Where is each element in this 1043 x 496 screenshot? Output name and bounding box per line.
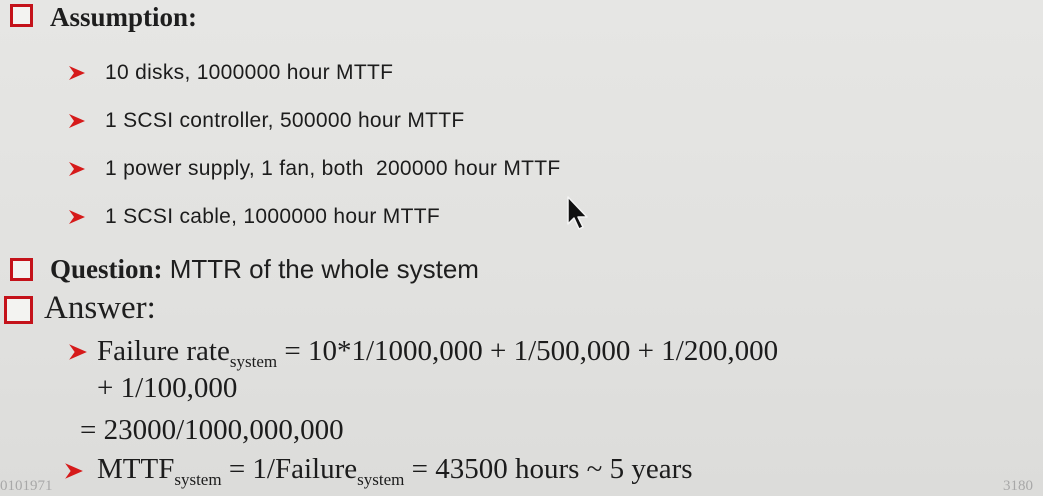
- failure-rate-continuation: + 1/100,000: [97, 372, 238, 404]
- footer-left-number: 0101971: [0, 478, 53, 494]
- mttf-rhs: = 43500 hours ~ 5 years: [404, 453, 693, 485]
- checkbox-bullet-icon: [10, 258, 33, 281]
- failure-rate-lhs: Failure rate: [97, 335, 230, 367]
- checkbox-bullet-icon: [10, 4, 33, 27]
- assumption-item-4: 1 SCSI cable, 1000000 hour MTTF: [105, 205, 440, 228]
- footer-right-number: 3180: [1003, 478, 1033, 494]
- mttf-mid: = 1/Failure: [221, 453, 358, 485]
- question-text: MTTR of the whole system: [162, 254, 479, 284]
- answer-heading: Answer:: [44, 290, 156, 326]
- arrow-bullet-icon: [68, 112, 86, 130]
- failure-rate-rhs: = 10*1/1000,000 + 1/500,000 + 1/200,000: [277, 335, 779, 367]
- question-label: Question:: [50, 254, 163, 284]
- mttf-subscript: system: [174, 470, 222, 489]
- mouse-cursor-icon: [566, 196, 592, 232]
- mttf-mid-subscript: system: [357, 470, 405, 489]
- assumption-item-1: 10 disks, 1000000 hour MTTF: [105, 61, 394, 84]
- failure-rate-subscript: system: [229, 352, 278, 371]
- assumption-heading: Assumption:: [50, 2, 198, 32]
- mttf-lhs: MTTF: [97, 453, 175, 485]
- failure-rate-result: = 23000/1000,000,000: [80, 414, 344, 446]
- arrow-bullet-icon: [64, 461, 84, 481]
- assumption-item-2: 1 SCSI controller, 500000 hour MTTF: [105, 109, 465, 132]
- mttf-equation: [97, 452, 693, 489]
- arrow-bullet-icon: [68, 64, 86, 82]
- arrow-bullet-icon: [68, 342, 88, 362]
- arrow-bullet-icon: [68, 160, 86, 178]
- failure-rate-equation: [97, 334, 779, 371]
- arrow-bullet-icon: [68, 208, 86, 226]
- assumption-item-3: 1 power supply, 1 fan, both 200000 hour MTTF: [105, 157, 561, 180]
- checkbox-bullet-icon: [4, 296, 33, 324]
- question-line: [50, 252, 479, 291]
